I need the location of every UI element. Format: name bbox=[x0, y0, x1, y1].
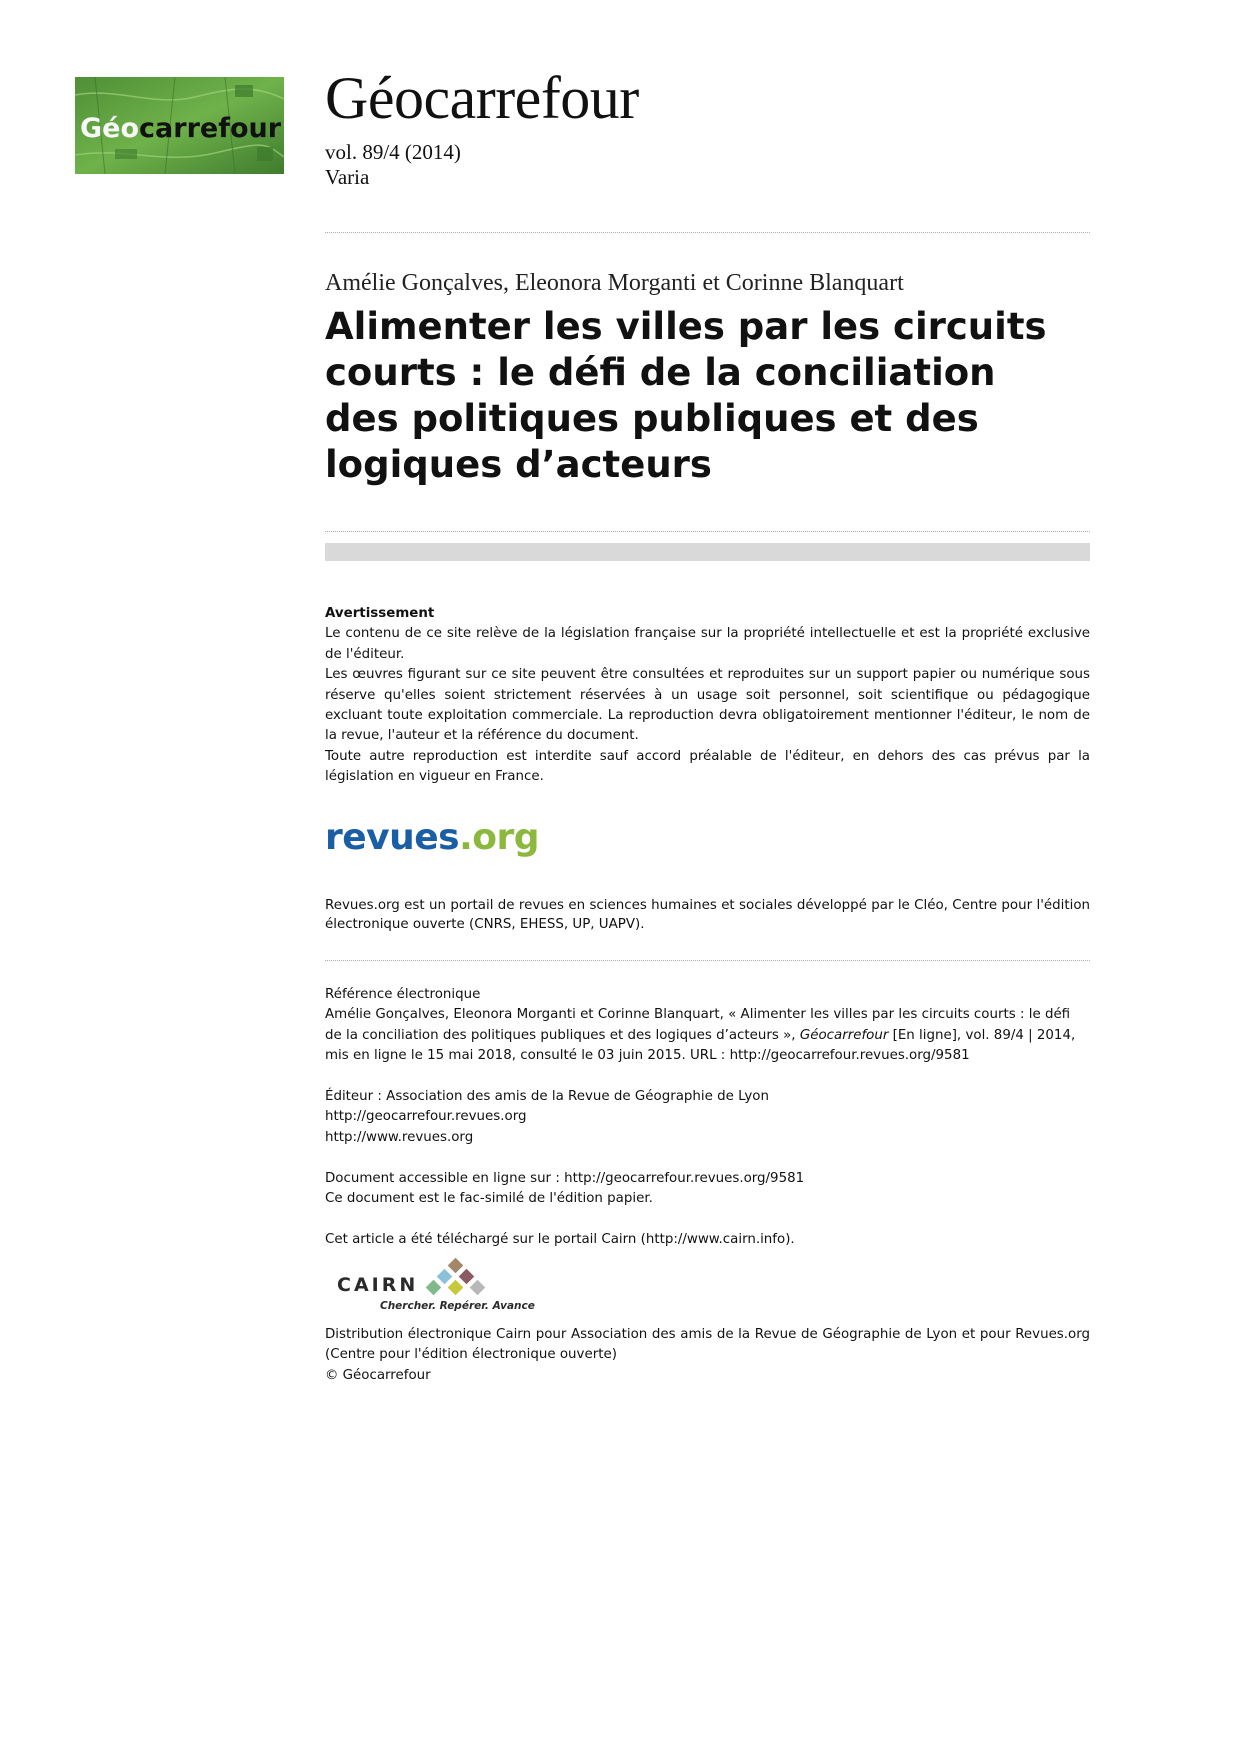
publisher: Éditeur : Association des amis de la Revue de Géographie de Lyon bbox=[325, 1089, 769, 1105]
distribution-text: Distribution électronique Cairn pour Association des amis de la Revue de Géographie de Lyon et pour Revues.org (Centre pour l'édition électronique ouverte) bbox=[325, 1327, 1090, 1363]
citation-journal: Géocarrefour bbox=[799, 1027, 889, 1043]
distribution bbox=[325, 1325, 1090, 1386]
logo-text-left: Géo bbox=[80, 113, 140, 144]
revues-logo-left: revues bbox=[325, 817, 460, 858]
notice-paragraph: Les œuvres figurant sur ce site peuvent être consultées et reproduites sur un support papier ou numérique sous réserve qu'elles soient strictement réservées à un usage soit personnel, soit scientifique ou pédagogique excluant toute exploitation commerciale. La reproduction devra obligatoirement mentionner l'éditeur, le nom de la revue, l'auteur et la référence du document. bbox=[325, 667, 1090, 744]
section-line: Varia bbox=[325, 165, 370, 189]
revues-logo-right: .org bbox=[459, 817, 540, 858]
downloaded-line: Cet article a été téléchargé sur le portail Cairn (http://www.cairn.info). bbox=[325, 1231, 795, 1247]
reference-citation bbox=[325, 1005, 1090, 1066]
reference-heading: Référence électronique bbox=[325, 987, 481, 1002]
journal-logo bbox=[75, 77, 284, 174]
gray-bar bbox=[325, 543, 1090, 561]
divider bbox=[325, 960, 1090, 961]
notice bbox=[325, 604, 1090, 788]
notice-paragraph: Le contenu de ce site relève de la législation française sur la propriété intellectuelle et est la propriété exclusive de l'éditeur. bbox=[325, 626, 1090, 662]
revues-logo bbox=[325, 816, 539, 860]
cairn-diamonds-icon bbox=[426, 1258, 486, 1296]
cairn-tagline: Chercher. Repérer. Avancer. bbox=[380, 1300, 535, 1312]
divider bbox=[325, 232, 1090, 233]
cairn-name: CAIRN bbox=[337, 1274, 419, 1296]
article-title: Alimenter les villes par les circuits courts : le défi de la conciliation des politiques publiques et des logiques d’acteurs bbox=[325, 305, 1047, 486]
facsimile-line: Ce document est le fac-similé de l'édition papier. bbox=[325, 1191, 653, 1207]
svg-text:Géocarrefour bbox=[80, 113, 282, 144]
revues-description-text: Revues.org est un portail de revues en sciences humaines et sociales développé par le Cléo, Centre pour l'édition électronique ouverte (CNRS, EHESS, UP, UAPV). bbox=[325, 898, 1090, 932]
accessible-line: Document accessible en ligne sur : http://geocarrefour.revues.org/9581 bbox=[325, 1170, 805, 1186]
notice-heading: Avertissement bbox=[325, 606, 435, 621]
reference-block bbox=[325, 985, 1090, 1250]
notice-paragraph: Toute autre reproduction est interdite sauf accord préalable de l'éditeur, en dehors des cas prévus par la législation en vigueur en France. bbox=[325, 748, 1090, 785]
revues-url[interactable]: http://www.revues.org bbox=[325, 1129, 474, 1145]
copyright: © Géocarrefour bbox=[325, 1367, 431, 1383]
issue-line: vol. 89/4 (2014) bbox=[325, 140, 461, 164]
divider bbox=[325, 531, 1090, 532]
citation-text: Amélie Gonçalves, Eleonora Morganti et Corinne Blanquart, « Alimenter les villes par les circuits courts : le défi de la conciliation des politiques publiques et des logiques d’acteurs », bbox=[325, 1007, 1071, 1043]
citation-text: [En ligne], vol. 89/4 | 2014, mis en ligne le 15 mai 2018, consulté le 03 juin 2015. URL : http://geocarrefour.revues.org/9581 bbox=[325, 1027, 1076, 1064]
article-authors: Amélie Gonçalves, Eleonora Morganti et Corinne Blanquart bbox=[325, 270, 904, 296]
revues-description bbox=[325, 897, 1090, 934]
cairn-logo bbox=[335, 1257, 535, 1313]
journal-title: Géocarrefour bbox=[325, 65, 639, 131]
logo-text-right: carrefour bbox=[139, 113, 282, 144]
publisher-url[interactable]: http://geocarrefour.revues.org bbox=[325, 1109, 527, 1125]
